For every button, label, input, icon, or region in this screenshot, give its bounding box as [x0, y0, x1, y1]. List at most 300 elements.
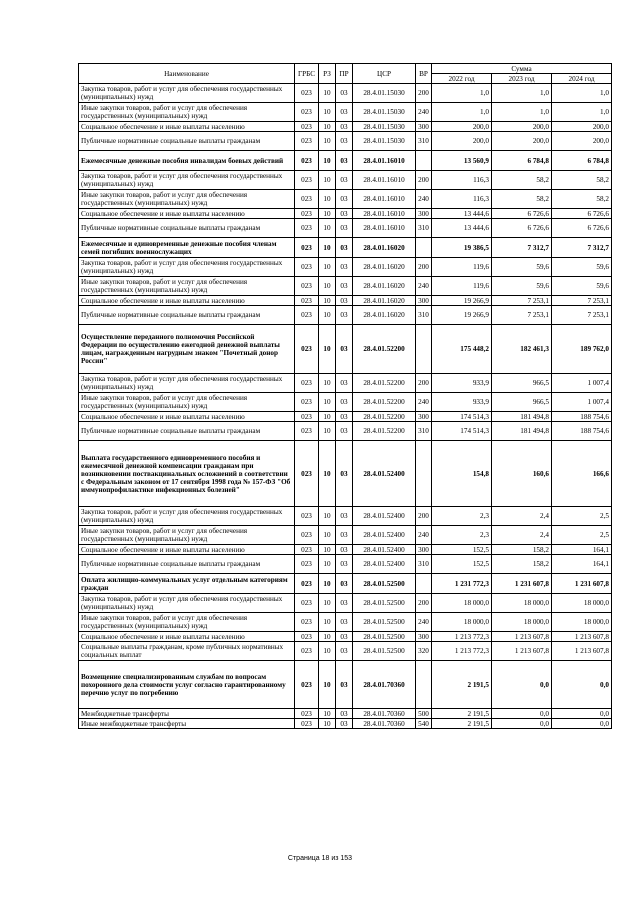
table-row — [79, 219, 612, 238]
row-pr: 03 — [336, 277, 353, 296]
row-sum-2024: 1 007,4 — [552, 374, 612, 393]
row-sum-2022: 200,0 — [432, 122, 492, 132]
row-name: Закупка товаров, работ и услуг для обеспечения государственных (муниципальных) нужд — [79, 84, 295, 103]
table-row — [79, 122, 612, 132]
row-sum-2023: 58,2 — [492, 190, 552, 209]
row-name: Закупка товаров, работ и услуг для обеспечения государственных (муниципальных) нужд — [79, 594, 295, 613]
row-name: Публичные нормативные социальные выплаты гражданам — [79, 555, 295, 574]
row-sum-2024: 164,1 — [552, 555, 612, 574]
header-name: Наименование — [79, 64, 295, 84]
row-sum-2024: 2,5 — [552, 526, 612, 545]
row-sum-2023: 0,0 — [492, 719, 552, 729]
row-sum-2023: 1 213 607,8 — [492, 642, 552, 661]
row-csr: 28.4.01.15030 — [353, 122, 416, 132]
row-name: Иные закупки товаров, работ и услуг для обеспечения государственных (муниципальных) нужд — [79, 526, 295, 545]
row-sum-2023: 1,0 — [492, 103, 552, 122]
row-vr: 200 — [416, 594, 432, 613]
table-row — [79, 545, 612, 555]
row-pr: 03 — [336, 190, 353, 209]
row-name: Публичные нормативные социальные выплаты гражданам — [79, 219, 295, 238]
row-vr: 300 — [416, 122, 432, 132]
row-name: Закупка товаров, работ и услуг для обеспечения государственных (муниципальных) нужд — [79, 171, 295, 190]
row-vr: 310 — [416, 422, 432, 441]
row-sum-2022: 1 231 772,3 — [432, 574, 492, 594]
row-sum-2022: 1,0 — [432, 103, 492, 122]
table-row — [79, 613, 612, 632]
row-rz: 10 — [319, 441, 336, 507]
row-sum-2024: 0,0 — [552, 661, 612, 709]
row-grbs: 023 — [295, 507, 319, 526]
row-vr: 320 — [416, 642, 432, 661]
table-row — [79, 555, 612, 574]
row-grbs: 023 — [295, 325, 319, 374]
row-pr: 03 — [336, 545, 353, 555]
row-vr: 200 — [416, 258, 432, 277]
row-grbs: 023 — [295, 190, 319, 209]
row-rz: 10 — [319, 171, 336, 190]
row-csr: 28.4.01.52200 — [353, 374, 416, 393]
row-sum-2024: 18 000,0 — [552, 594, 612, 613]
row-sum-2023: 7 312,7 — [492, 238, 552, 258]
row-csr: 28.4.01.16010 — [353, 219, 416, 238]
row-pr: 03 — [336, 507, 353, 526]
row-csr: 28.4.01.52500 — [353, 642, 416, 661]
row-sum-2022: 2,3 — [432, 507, 492, 526]
table-row — [79, 258, 612, 277]
row-rz: 10 — [319, 238, 336, 258]
row-pr: 03 — [336, 296, 353, 306]
row-name: Социальное обеспечение и иные выплаты населению — [79, 545, 295, 555]
row-name: Публичные нормативные социальные выплаты гражданам — [79, 422, 295, 441]
row-vr: 240 — [416, 613, 432, 632]
table-row — [79, 441, 612, 507]
table-row — [79, 238, 612, 258]
row-grbs: 023 — [295, 412, 319, 422]
row-vr: 300 — [416, 209, 432, 219]
header-year-2022: 2022 год — [432, 74, 492, 84]
row-grbs: 023 — [295, 441, 319, 507]
row-sum-2023: 1 231 607,8 — [492, 574, 552, 594]
row-name: Выплата государственного единовременного пособия и ежемесячной денежной компенсации гражданам при возникновении поствакцинальных осложнений в соответствии с Федеральным законом от 17 сентября 1998 года № 157-ФЗ "Об иммунопрофилактике инфекционных болезней" — [79, 441, 295, 507]
row-sum-2024: 1,0 — [552, 103, 612, 122]
row-rz: 10 — [319, 555, 336, 574]
row-name: Осуществление переданного полномочия Российской Федерации по осуществлению ежегодной денежной выплаты лицам, награжденным нагрудным знаком "Почетный донор России" — [79, 325, 295, 374]
row-pr: 03 — [336, 526, 353, 545]
row-vr: 500 — [416, 709, 432, 719]
row-sum-2023: 59,6 — [492, 258, 552, 277]
row-csr: 28.4.01.15030 — [353, 84, 416, 103]
row-vr: 240 — [416, 103, 432, 122]
row-csr: 28.4.01.16010 — [353, 209, 416, 219]
row-sum-2022: 2 191,5 — [432, 719, 492, 729]
row-name: Закупка товаров, работ и услуг для обеспечения государственных (муниципальных) нужд — [79, 507, 295, 526]
row-sum-2023: 59,6 — [492, 277, 552, 296]
row-pr: 03 — [336, 422, 353, 441]
row-sum-2023: 7 253,1 — [492, 306, 552, 325]
row-vr: 310 — [416, 306, 432, 325]
row-sum-2024: 200,0 — [552, 132, 612, 151]
row-vr: 240 — [416, 393, 432, 412]
row-csr: 28.4.01.52500 — [353, 613, 416, 632]
row-pr: 03 — [336, 219, 353, 238]
page-footer: Страница 18 из 153 — [287, 855, 353, 862]
row-grbs: 023 — [295, 122, 319, 132]
row-rz: 10 — [319, 632, 336, 642]
row-sum-2024: 164,1 — [552, 545, 612, 555]
row-sum-2024: 188 754,6 — [552, 422, 612, 441]
table-row — [79, 151, 612, 171]
row-name: Иные закупки товаров, работ и услуг для обеспечения государственных (муниципальных) нужд — [79, 393, 295, 412]
row-csr: 28.4.01.52400 — [353, 507, 416, 526]
row-pr: 03 — [336, 555, 353, 574]
row-csr: 28.4.01.52200 — [353, 393, 416, 412]
row-grbs: 023 — [295, 632, 319, 642]
row-rz: 10 — [319, 642, 336, 661]
row-csr: 28.4.01.16020 — [353, 238, 416, 258]
table-row — [79, 209, 612, 219]
row-vr: 200 — [416, 374, 432, 393]
budget-table — [78, 63, 612, 729]
header-sum: Сумма — [432, 64, 612, 74]
row-rz: 10 — [319, 574, 336, 594]
row-sum-2024: 1 213 607,8 — [552, 642, 612, 661]
header-year-2023: 2023 год — [492, 74, 552, 84]
row-grbs: 023 — [295, 84, 319, 103]
row-vr — [416, 325, 432, 374]
row-pr: 03 — [336, 574, 353, 594]
row-pr: 03 — [336, 393, 353, 412]
table-row — [79, 719, 612, 729]
row-sum-2023: 18 000,0 — [492, 594, 552, 613]
row-name: Социальное обеспечение и иные выплаты населению — [79, 632, 295, 642]
row-name: Социальное обеспечение и иные выплаты населению — [79, 209, 295, 219]
row-pr: 03 — [336, 661, 353, 709]
row-sum-2023: 181 494,8 — [492, 412, 552, 422]
row-sum-2024: 2,5 — [552, 507, 612, 526]
row-pr: 03 — [336, 103, 353, 122]
row-vr: 200 — [416, 171, 432, 190]
table-row — [79, 574, 612, 594]
row-sum-2022: 13 444,6 — [432, 219, 492, 238]
row-rz: 10 — [319, 412, 336, 422]
row-name: Межбюджетные трансферты — [79, 709, 295, 719]
row-sum-2024: 166,6 — [552, 441, 612, 507]
row-name: Закупка товаров, работ и услуг для обеспечения государственных (муниципальных) нужд — [79, 258, 295, 277]
table-row — [79, 661, 612, 709]
row-sum-2024: 0,0 — [552, 719, 612, 729]
row-name: Публичные нормативные социальные выплаты гражданам — [79, 132, 295, 151]
row-vr — [416, 151, 432, 171]
row-sum-2024: 1 231 607,8 — [552, 574, 612, 594]
row-grbs: 023 — [295, 219, 319, 238]
row-vr: 200 — [416, 84, 432, 103]
row-pr: 03 — [336, 374, 353, 393]
row-sum-2023: 1 213 607,8 — [492, 632, 552, 642]
row-sum-2024: 58,2 — [552, 190, 612, 209]
row-name: Закупка товаров, работ и услуг для обеспечения государственных (муниципальных) нужд — [79, 374, 295, 393]
row-sum-2023: 2,4 — [492, 526, 552, 545]
row-sum-2023: 966,5 — [492, 374, 552, 393]
row-csr: 28.4.01.16020 — [353, 277, 416, 296]
table-row — [79, 594, 612, 613]
header-year-2024: 2024 год — [552, 74, 612, 84]
row-name: Иные межбюджетные трансферты — [79, 719, 295, 729]
row-rz: 10 — [319, 132, 336, 151]
row-rz: 10 — [319, 545, 336, 555]
row-rz: 10 — [319, 103, 336, 122]
row-grbs: 023 — [295, 574, 319, 594]
row-name: Социальное обеспечение и иные выплаты населению — [79, 412, 295, 422]
row-sum-2023: 2,4 — [492, 507, 552, 526]
row-sum-2023: 6 784,8 — [492, 151, 552, 171]
row-vr — [416, 238, 432, 258]
row-grbs: 023 — [295, 642, 319, 661]
row-grbs: 023 — [295, 296, 319, 306]
row-csr: 28.4.01.15030 — [353, 132, 416, 151]
row-vr: 300 — [416, 412, 432, 422]
row-sum-2022: 19 266,9 — [432, 296, 492, 306]
row-sum-2022: 200,0 — [432, 132, 492, 151]
row-name: Иные закупки товаров, работ и услуг для обеспечения государственных (муниципальных) нужд — [79, 613, 295, 632]
row-vr: 310 — [416, 132, 432, 151]
row-name: Оплата жилищно-коммунальных услуг отдельным категориям граждан — [79, 574, 295, 594]
row-pr: 03 — [336, 209, 353, 219]
row-sum-2022: 174 514,3 — [432, 412, 492, 422]
row-rz: 10 — [319, 374, 336, 393]
header-csr: ЦСР — [353, 64, 416, 84]
row-grbs: 023 — [295, 393, 319, 412]
row-grbs: 023 — [295, 594, 319, 613]
row-vr: 200 — [416, 507, 432, 526]
row-rz: 10 — [319, 393, 336, 412]
row-grbs: 023 — [295, 555, 319, 574]
table-row — [79, 84, 612, 103]
row-vr: 300 — [416, 632, 432, 642]
table-body — [79, 84, 612, 729]
row-sum-2023: 966,5 — [492, 393, 552, 412]
row-rz: 10 — [319, 190, 336, 209]
row-sum-2024: 0,0 — [552, 709, 612, 719]
row-grbs: 023 — [295, 719, 319, 729]
row-sum-2022: 116,3 — [432, 190, 492, 209]
row-pr: 03 — [336, 306, 353, 325]
row-grbs: 023 — [295, 545, 319, 555]
row-sum-2024: 1 213 607,8 — [552, 632, 612, 642]
table-row — [79, 412, 612, 422]
row-sum-2023: 6 726,6 — [492, 219, 552, 238]
row-sum-2024: 1,0 — [552, 84, 612, 103]
row-rz: 10 — [319, 613, 336, 632]
row-sum-2024: 189 762,0 — [552, 325, 612, 374]
row-sum-2023: 58,2 — [492, 171, 552, 190]
row-vr — [416, 441, 432, 507]
row-csr: 28.4.01.16010 — [353, 190, 416, 209]
row-rz: 10 — [319, 277, 336, 296]
row-rz: 10 — [319, 219, 336, 238]
row-sum-2023: 158,2 — [492, 555, 552, 574]
table-row — [79, 296, 612, 306]
row-sum-2022: 19 266,9 — [432, 306, 492, 325]
row-sum-2023: 1,0 — [492, 84, 552, 103]
row-rz: 10 — [319, 296, 336, 306]
table-row — [79, 103, 612, 122]
row-vr: 300 — [416, 296, 432, 306]
table-row — [79, 642, 612, 661]
row-sum-2022: 175 448,2 — [432, 325, 492, 374]
row-pr: 03 — [336, 412, 353, 422]
row-grbs: 023 — [295, 171, 319, 190]
table-row — [79, 306, 612, 325]
row-vr: 300 — [416, 545, 432, 555]
row-sum-2022: 119,6 — [432, 277, 492, 296]
row-vr: 540 — [416, 719, 432, 729]
row-sum-2022: 933,9 — [432, 393, 492, 412]
row-vr: 310 — [416, 555, 432, 574]
row-name: Ежемесячные денежные пособия инвалидам боевых действий — [79, 151, 295, 171]
row-csr: 28.4.01.52400 — [353, 545, 416, 555]
row-sum-2024: 59,6 — [552, 258, 612, 277]
row-rz: 10 — [319, 709, 336, 719]
row-vr: 240 — [416, 526, 432, 545]
row-sum-2022: 2 191,5 — [432, 709, 492, 719]
row-sum-2024: 58,2 — [552, 171, 612, 190]
row-csr: 28.4.01.16010 — [353, 171, 416, 190]
row-vr: 240 — [416, 277, 432, 296]
row-sum-2022: 152,5 — [432, 555, 492, 574]
row-csr: 28.4.01.16010 — [353, 151, 416, 171]
table-row — [79, 277, 612, 296]
row-vr — [416, 574, 432, 594]
row-csr: 28.4.01.52200 — [353, 422, 416, 441]
header-grbs: ГРБС — [295, 64, 319, 84]
row-csr: 28.4.01.52400 — [353, 555, 416, 574]
row-csr: 28.4.01.16020 — [353, 296, 416, 306]
header-pr: ПР — [336, 64, 353, 84]
row-grbs: 023 — [295, 306, 319, 325]
row-sum-2022: 119,6 — [432, 258, 492, 277]
table-row — [79, 190, 612, 209]
row-name: Социальное обеспечение и иные выплаты населению — [79, 296, 295, 306]
row-pr: 03 — [336, 122, 353, 132]
row-csr: 28.4.01.16020 — [353, 258, 416, 277]
row-grbs: 023 — [295, 238, 319, 258]
table-row — [79, 632, 612, 642]
row-pr: 03 — [336, 441, 353, 507]
row-rz: 10 — [319, 84, 336, 103]
row-grbs: 023 — [295, 277, 319, 296]
row-pr: 03 — [336, 258, 353, 277]
row-name: Иные закупки товаров, работ и услуг для обеспечения государственных (муниципальных) нужд — [79, 103, 295, 122]
row-rz: 10 — [319, 306, 336, 325]
row-rz: 10 — [319, 325, 336, 374]
row-pr: 03 — [336, 613, 353, 632]
row-sum-2024: 6 784,8 — [552, 151, 612, 171]
row-sum-2023: 200,0 — [492, 122, 552, 132]
row-grbs: 023 — [295, 613, 319, 632]
row-pr: 03 — [336, 151, 353, 171]
row-pr: 03 — [336, 709, 353, 719]
row-sum-2022: 18 000,0 — [432, 613, 492, 632]
row-sum-2023: 7 253,1 — [492, 296, 552, 306]
row-sum-2022: 174 514,3 — [432, 422, 492, 441]
row-sum-2023: 18 000,0 — [492, 613, 552, 632]
row-pr: 03 — [336, 84, 353, 103]
row-grbs: 023 — [295, 103, 319, 122]
row-name: Иные закупки товаров, работ и услуг для обеспечения государственных (муниципальных) нужд — [79, 190, 295, 209]
row-grbs: 023 — [295, 526, 319, 545]
table-row — [79, 709, 612, 719]
row-vr: 240 — [416, 190, 432, 209]
row-pr: 03 — [336, 719, 353, 729]
row-csr: 28.4.01.70360 — [353, 719, 416, 729]
row-sum-2023: 200,0 — [492, 132, 552, 151]
row-csr: 28.4.01.52400 — [353, 526, 416, 545]
row-csr: 28.4.01.52500 — [353, 574, 416, 594]
table-row — [79, 422, 612, 441]
row-sum-2022: 18 000,0 — [432, 594, 492, 613]
row-sum-2022: 933,9 — [432, 374, 492, 393]
row-csr: 28.4.01.16020 — [353, 306, 416, 325]
row-grbs: 023 — [295, 258, 319, 277]
row-sum-2024: 7 312,7 — [552, 238, 612, 258]
row-sum-2023: 181 494,8 — [492, 422, 552, 441]
row-sum-2023: 160,6 — [492, 441, 552, 507]
row-vr — [416, 661, 432, 709]
row-rz: 10 — [319, 594, 336, 613]
row-sum-2022: 1 213 772,3 — [432, 632, 492, 642]
row-rz: 10 — [319, 719, 336, 729]
row-pr: 03 — [336, 238, 353, 258]
row-rz: 10 — [319, 507, 336, 526]
table-row — [79, 507, 612, 526]
table-row — [79, 171, 612, 190]
row-sum-2024: 6 726,6 — [552, 209, 612, 219]
row-sum-2024: 59,6 — [552, 277, 612, 296]
row-grbs: 023 — [295, 374, 319, 393]
row-sum-2024: 7 253,1 — [552, 306, 612, 325]
row-rz: 10 — [319, 209, 336, 219]
row-sum-2022: 1,0 — [432, 84, 492, 103]
row-sum-2023: 6 726,6 — [492, 209, 552, 219]
row-rz: 10 — [319, 422, 336, 441]
row-grbs: 023 — [295, 151, 319, 171]
row-sum-2023: 0,0 — [492, 661, 552, 709]
row-sum-2024: 7 253,1 — [552, 296, 612, 306]
row-sum-2022: 154,8 — [432, 441, 492, 507]
table-row — [79, 393, 612, 412]
table-row — [79, 374, 612, 393]
header-rz: РЗ — [319, 64, 336, 84]
row-vr: 310 — [416, 219, 432, 238]
row-grbs: 023 — [295, 132, 319, 151]
row-sum-2022: 152,5 — [432, 545, 492, 555]
table-row — [79, 526, 612, 545]
row-rz: 10 — [319, 526, 336, 545]
row-grbs: 023 — [295, 661, 319, 709]
table-row — [79, 325, 612, 374]
row-csr: 28.4.01.52500 — [353, 594, 416, 613]
row-sum-2022: 1 213 772,3 — [432, 642, 492, 661]
row-sum-2024: 200,0 — [552, 122, 612, 132]
row-sum-2024: 1 007,4 — [552, 393, 612, 412]
row-pr: 03 — [336, 132, 353, 151]
row-pr: 03 — [336, 171, 353, 190]
row-name: Публичные нормативные социальные выплаты гражданам — [79, 306, 295, 325]
row-sum-2022: 116,3 — [432, 171, 492, 190]
row-pr: 03 — [336, 594, 353, 613]
row-pr: 03 — [336, 642, 353, 661]
row-sum-2022: 13 444,6 — [432, 209, 492, 219]
